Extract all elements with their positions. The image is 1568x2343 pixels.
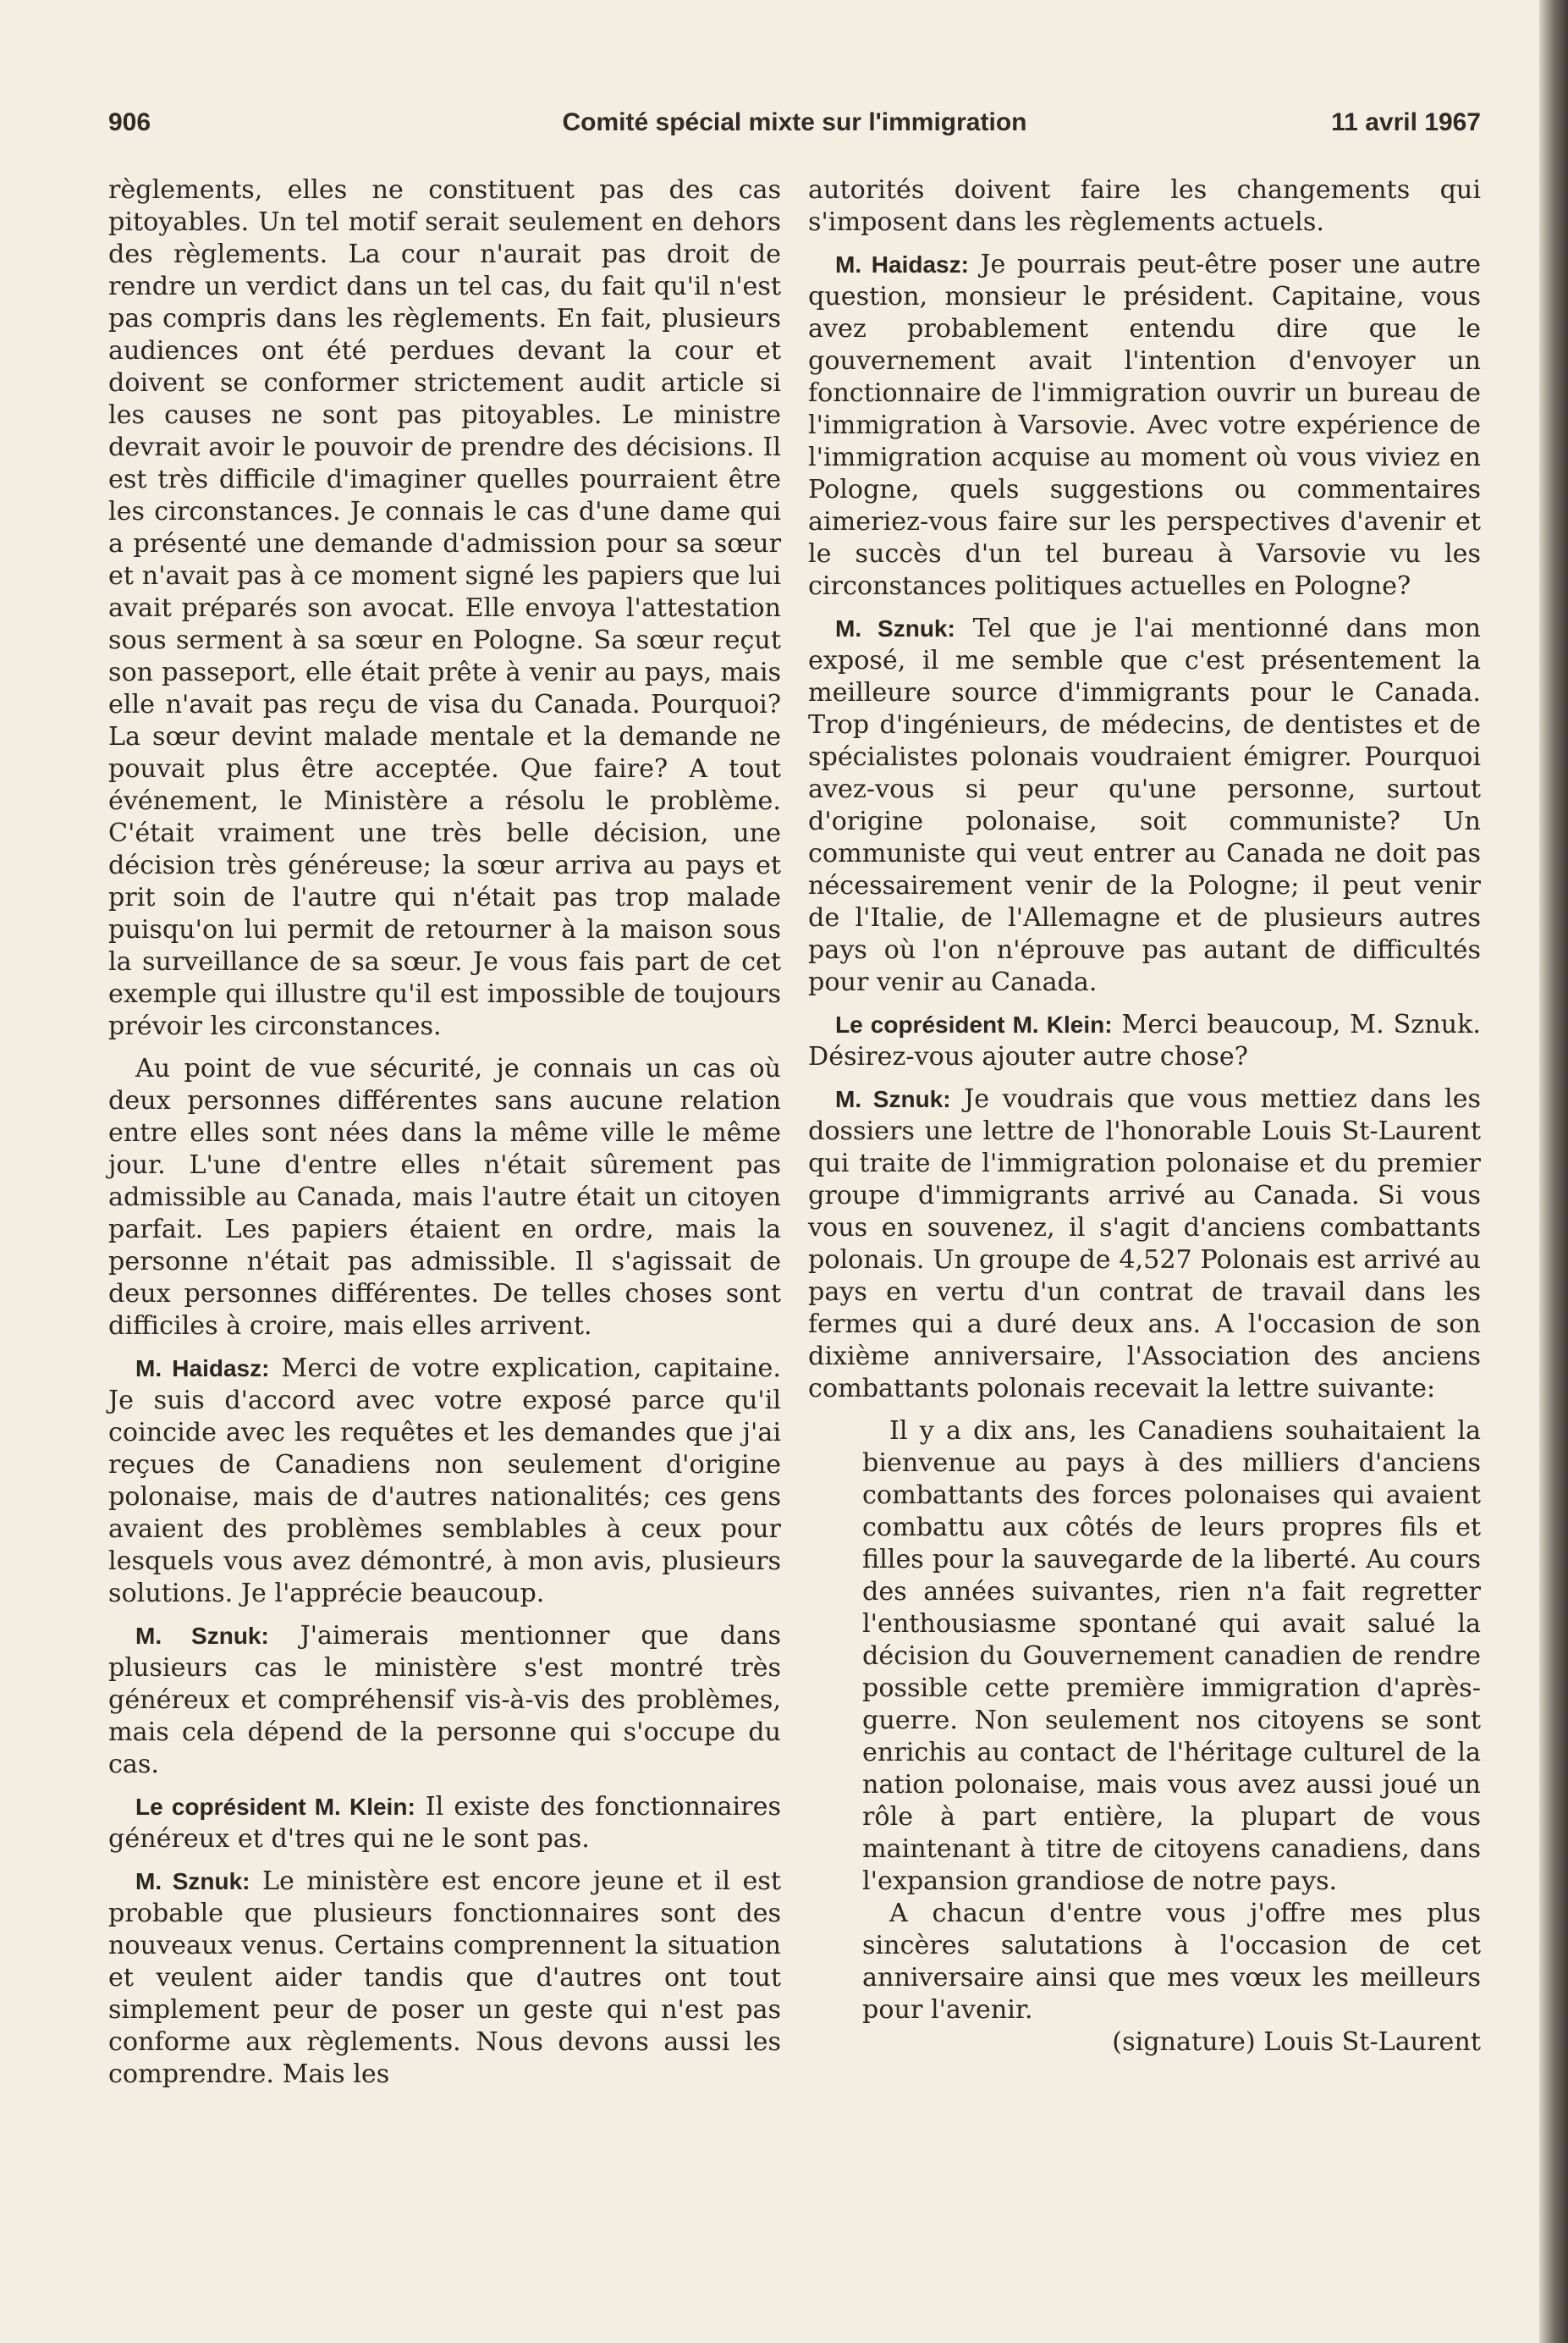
letter-signature: (signature) Louis St-Laurent xyxy=(1112,2027,1481,2057)
paragraph: autorités doivent faire les changements qui s'imposent dans les règlements actuels. xyxy=(808,175,1481,237)
speech-paragraph xyxy=(108,1866,781,2091)
speech-paragraph xyxy=(808,249,1481,603)
speech-text: Il existe des fonctionnaires généreux et d'tres qui ne le sont pas. xyxy=(108,1792,781,1854)
running-title: Comité spécial mixte sur l'immigration xyxy=(562,108,1027,136)
speech-paragraph xyxy=(108,1791,781,1855)
speech-text: Je voudrais que vous mettiez dans les dossiers une lettre de l'honorable Louis St-Laurent qui traite de l'immigration polonaise et du premier groupe d'immigrants arrivé au Canada. Si vous vous en souvenez, il s'agit d'anciens combattants polonais. Un groupe de 4,527 Polonais est arrivé au pays en vertu d'un contrat de travail dans les fermes qui a duré deux ans. A l'occasion de son dixième anniversaire, l'Association des anciens combattants polonais recevait la lettre suivante: xyxy=(808,1084,1481,1403)
speech-paragraph xyxy=(108,1353,781,1610)
right-column xyxy=(808,174,1481,2059)
page-header xyxy=(108,108,1481,147)
speech-text: Merci beaucoup, M. Sznuk. Désirez-vous ajouter autre chose? xyxy=(808,1010,1481,1072)
header-date: 11 avril 1967 xyxy=(1331,108,1481,136)
speech-paragraph xyxy=(808,613,1481,999)
speech-text: Le ministère est encore jeune et il est probable que plusieurs fonctionnaires sont des nouveaux venus. Certains comprennent la situation et veulent aider tandis que d'autres ont tout simplement peur de poser un geste qui n'est pas conforme aux règlements. Nous devons aussi les comprendre. Mais les xyxy=(108,1866,781,2089)
page-number: 906 xyxy=(108,108,151,136)
speech-text: Tel que je l'ai mentionné dans mon exposé, il me semble que c'est présentement la meilleure source d'immigrants pour le Canada. Trop d'ingénieurs, de médecins, de dentistes et de spécialistes polonais voudraient émigrer. Pourquoi avez-vous si peur qu'une personne, surtout d'origine polonaise, soit communiste? Un communiste qui veut entrer au Canada ne doit pas nécessairement venir de la Pologne; il peut venir de l'Italie, de l'Allemagne et de plusieurs autres pays où l'on n'éprouve pas autant de difficultés pour venir au Canada. xyxy=(808,614,1482,997)
left-column xyxy=(108,174,781,2091)
quoted-letter-paragraph: A chacun d'entre vous j'offre mes plus sincères salutations à l'occasion de cet anniversaire ainsi que mes vœux les meilleurs pour l'avenir. xyxy=(862,1899,1481,2025)
page-edge-shadow xyxy=(1539,0,1568,2343)
paragraph: Au point de vue sécurité, je connais un cas où deux personnes différentes sans aucune relation entre elles sont nées dans la même ville le même jour. L'une d'entre elles n'était sûrement pas admissible au Canada, mais l'autre était un citoyen parfait. Les papiers étaient en ordre, mais la personne n'était pas admissible. Il s'agissait de deux personnes différentes. De telles choses sont difficiles à croire, mais elles arrivent. xyxy=(108,1054,781,1341)
speaker-name: M. Haidasz: xyxy=(135,1355,270,1381)
speech-paragraph xyxy=(108,1620,781,1781)
speech-paragraph xyxy=(808,1009,1481,1073)
speaker-name: Le coprésident M. Klein: xyxy=(835,1012,1113,1038)
speaker-name: M. Sznuk: xyxy=(835,1086,951,1112)
speech-paragraph xyxy=(808,1083,1481,1405)
speaker-name: M. Haidasz: xyxy=(835,251,969,278)
paragraph: règlements, elles ne constituent pas des cas pitoyables. Un tel motif serait seulement en dehors des règlements. La cour n'aurait pas droit de rendre un verdict dans un tel cas, du fait qu'il n'est pas compris dans les règlements. En fait, plusieurs audiences ont été perdues devant la cour et doivent se conformer strictement audit article si les causes ne sont pas pitoyables. Le ministre devrait avoir le pouvoir de prendre des décisions. Il est très difficile d'imaginer quelles pourraient être les circonstances. Je connais le cas d'une dame qui a présenté une demande d'admission pour sa sœur et n'avait pas à ce moment signé les papiers que lui avait préparés son avocat. Elle envoya l'attestation sous serment à sa sœur en Pologne. Sa sœur reçut son passeport, elle était prête à venir au pays, mais elle n'avait pas reçu de visa du Canada. Pourquoi? La sœur devint malade mentale et la demande ne pouvait plus être acceptée. Que faire? A tout événement, le Ministère a résolu le problème. C'était vraiment une très belle décision, une décision très généreuse; la sœur arriva au pays et prit soin de l'autre qui n'était pas trop malade puisqu'on lui permit de retourner à la maison sous la surveillance de sa sœur. Je vous fais part de cet exemple qui illustre qu'il est impossible de toujours prévoir les circonstances. xyxy=(108,175,781,1041)
speaker-name: Le coprésident M. Klein: xyxy=(135,1794,415,1820)
quoted-letter-paragraph: Il y a dix ans, les Canadiens souhaitaient la bienvenue au pays à des milliers d'anciens combattants des forces polonaises qui avaient combattu aux côtés de leurs propres fils et filles pour la sauvegarde de la liberté. Au cours des années suivantes, rien n'a fait regretter l'enthousiasme spontané qui avait salué la décision du Gouvernement canadien de rendre possible cette première immigration d'après-guerre. Non seulement nos citoyens se sont enrichis au contact de l'héritage culturel de la nation polonaise, mais vous avez aussi joué un rôle à part entière, la plupart de vous maintenant à titre de citoyens canadiens, dans l'expansion grandiose de notre pays. xyxy=(862,1416,1481,1896)
speaker-name: M. Sznuk: xyxy=(135,1868,250,1894)
speech-text: J'aimerais mentionner que dans plusieurs cas le ministère s'est montré très généreux et compréhensif vis-à-vis des problèmes, mais cela dépend de la personne qui s'occupe du cas. xyxy=(108,1621,781,1779)
speech-text: Merci de votre explication, capitaine. Je suis d'accord avec votre exposé parce qu'il coincide avec les requêtes et les demandes que j'ai reçues de Canadiens non seulement d'origine polonaise, mais de d'autres nationalités; ces gens avaient des problèmes semblables à ceux pour lesquels vous avez démontré, à mon avis, plusieurs solutions. Je l'apprécie beaucoup. xyxy=(108,1353,781,1608)
speech-text: Je pourrais peut-être poser une autre question, monsieur le président. Capitaine, vous avez probablement entendu dire que le gouvernement avait l'intention d'envoyer un fonctionnaire de l'immigration ouvrir un bureau de l'immigration à Varsovie. Avec votre expérience de l'immigration acquise au moment où vous viviez en Pologne, quels suggestions ou commentaires aimeriez-vous faire sur les perspectives d'avenir et le succès d'un tel bureau à Varsovie vu les circonstances politiques actuelles en Pologne? xyxy=(808,250,1481,601)
speaker-name: M. Sznuk: xyxy=(835,615,955,642)
speaker-name: M. Sznuk: xyxy=(135,1623,269,1649)
